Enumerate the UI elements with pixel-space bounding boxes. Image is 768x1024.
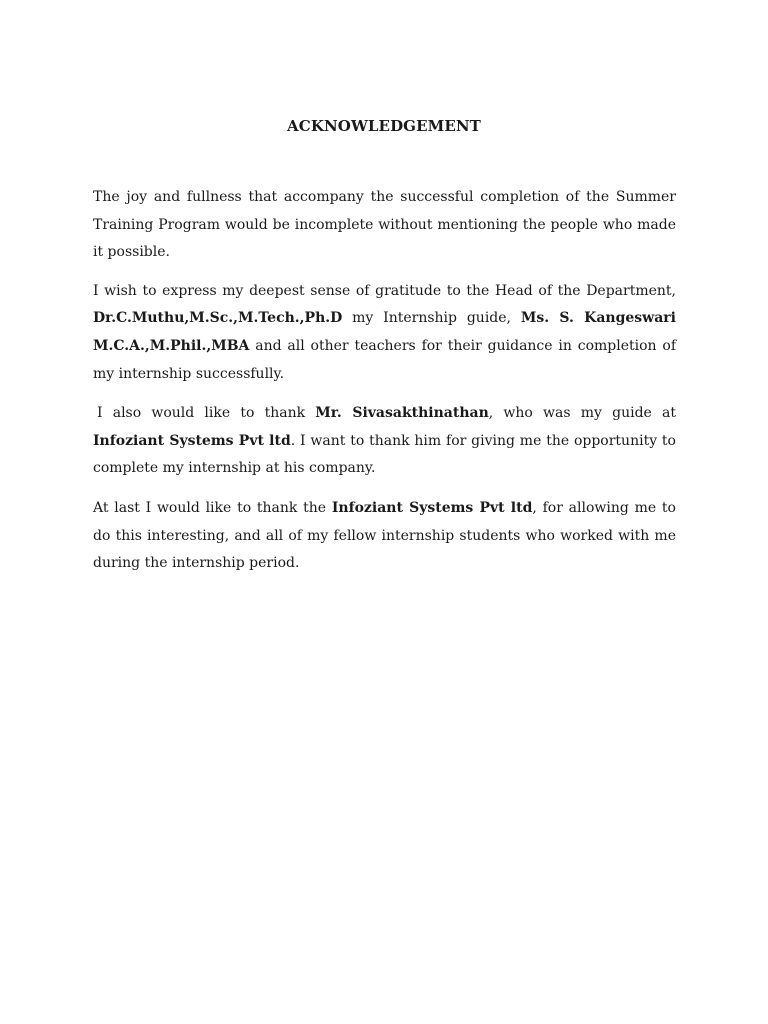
text-span: and all other teachers for their guidance in completion of my internship successfully.	[93, 337, 676, 382]
text-span: At last I would like to thank the	[93, 499, 332, 516]
company-name: Infoziant Systems Pvt ltd	[331, 499, 533, 516]
acknowledgement-body	[93, 184, 676, 590]
text-span: I wish to express my deepest sense of gratitude to the Head of the Department,	[93, 282, 676, 299]
text-span: , for allowing me to do this interesting, and all of my fellow internship students who worked with me during the internship period.	[93, 499, 676, 572]
paragraph-closing	[93, 495, 676, 578]
text-span: . I want to thank him for giving me the opportunity to complete my internship at his company.	[93, 432, 676, 477]
company-name: Infoziant Systems Pvt ltd	[93, 432, 291, 449]
mentor-name: Mr. Sivasakthinathan	[315, 405, 489, 422]
paragraph-gratitude	[93, 278, 676, 388]
paragraph-intro: The joy and fullness that accompany the successful completion of the Summer Training Program would be incomplete without mentioning the people who made it possible.	[93, 189, 676, 261]
hod-name: Dr.C.Muthu,M.Sc.,M.Tech.,Ph.D	[93, 310, 343, 327]
guide-name: Ms. S. Kangeswari M.C.A.,M.Phil.,MBA	[93, 310, 676, 354]
text-span: my Internship guide,	[342, 310, 521, 327]
text-span: , who was my guide at	[488, 405, 676, 422]
text-span: I also would like to thank	[97, 405, 316, 422]
page-title: ACKNOWLEDGEMENT	[287, 117, 481, 135]
paragraph-mentor	[93, 400, 676, 483]
